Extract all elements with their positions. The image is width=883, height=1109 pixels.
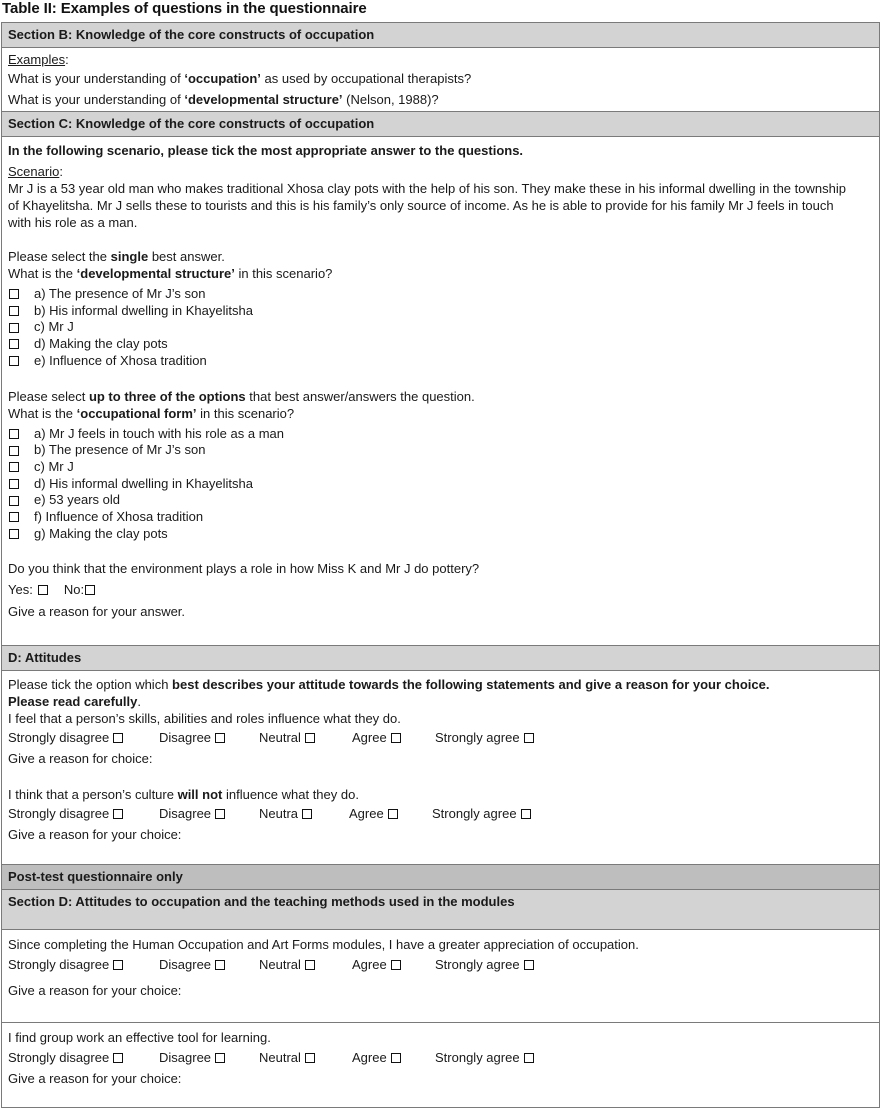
q1-options — [8, 286, 873, 370]
d-statement-2: I think that a person’s culture will not influence what they do. — [8, 787, 359, 802]
checkbox[interactable] — [113, 1053, 123, 1063]
scenario-label: Scenario: — [8, 164, 63, 179]
checkbox[interactable] — [9, 446, 19, 456]
strongly-disagree-option[interactable]: Strongly disagree — [8, 1047, 159, 1069]
checkbox[interactable] — [9, 512, 19, 522]
checkbox[interactable] — [113, 960, 123, 970]
checkbox[interactable] — [9, 323, 19, 333]
checkbox[interactable] — [305, 733, 315, 743]
strongly-agree-option[interactable]: Strongly agree — [435, 727, 534, 749]
checkbox[interactable] — [9, 479, 19, 489]
checkbox[interactable] — [524, 960, 534, 970]
checkbox[interactable] — [524, 733, 534, 743]
checkbox[interactable] — [388, 809, 398, 819]
q2-options — [8, 426, 873, 543]
table-title: Table II: Examples of questions in the questionnaire — [2, 0, 367, 17]
strongly-agree-option[interactable]: Strongly agree — [435, 954, 534, 976]
disagree-option[interactable]: Disagree — [159, 727, 259, 749]
q1-question: What is the ‘developmental structure’ in this scenario? — [8, 266, 333, 281]
d-statement-1: I feel that a person’s skills, abilities and roles influence what they do. — [8, 711, 401, 726]
no-option[interactable]: No: — [64, 579, 95, 601]
post-statement-1-scale — [8, 954, 873, 976]
examples-label: Examples: — [8, 52, 69, 67]
checkbox[interactable] — [38, 585, 48, 595]
post-statement-1: Since completing the Human Occupation and Art Forms modules, I have a greater appreciation of occupation. — [8, 937, 639, 952]
q3-question: Do you think that the environment plays a role in how Miss K and Mr J do pottery? — [8, 561, 480, 577]
neutral-option[interactable]: Neutra — [259, 803, 349, 825]
section-b-question-1: What is your understanding of ‘occupation’ as used by occupational therapists? — [8, 71, 472, 86]
q1-option-b[interactable]: b) His informal dwelling in Khayelitsha — [8, 303, 873, 320]
strongly-disagree-option[interactable]: Strongly disagree — [8, 954, 159, 976]
q2-option-e[interactable]: e) 53 years old — [8, 492, 873, 509]
disagree-option[interactable]: Disagree — [159, 1047, 259, 1069]
section-d-body — [2, 671, 879, 865]
post-test-section-header: Section D: Attitudes to occupation and the teaching methods used in the modules — [2, 890, 879, 930]
checkbox[interactable] — [9, 496, 19, 506]
q1-option-e[interactable]: e) Influence of Xhosa tradition — [8, 353, 873, 370]
checkbox[interactable] — [215, 733, 225, 743]
checkbox[interactable] — [391, 733, 401, 743]
q2-option-d[interactable]: d) His informal dwelling in Khayelitsha — [8, 476, 873, 493]
d-statement-1-scale — [8, 727, 873, 749]
strongly-agree-option[interactable]: Strongly agree — [435, 1047, 534, 1069]
checkbox[interactable] — [524, 1053, 534, 1063]
checkbox[interactable] — [9, 462, 19, 472]
neutral-option[interactable]: Neutral — [259, 727, 352, 749]
neutral-option[interactable]: Neutral — [259, 1047, 352, 1069]
checkbox[interactable] — [85, 585, 95, 595]
d-statement-2-scale — [8, 803, 873, 825]
strongly-disagree-option[interactable]: Strongly disagree — [8, 803, 159, 825]
disagree-option[interactable]: Disagree — [159, 954, 259, 976]
q2-option-g[interactable]: g) Making the clay pots — [8, 526, 873, 543]
strongly-agree-option[interactable]: Strongly agree — [432, 803, 531, 825]
checkbox[interactable] — [391, 1053, 401, 1063]
post-statement-2: I find group work an effective tool for learning. — [8, 1030, 271, 1045]
checkbox[interactable] — [9, 289, 19, 299]
section-b-body — [2, 48, 879, 112]
neutral-option[interactable]: Neutral — [259, 954, 352, 976]
q2-option-c[interactable]: c) Mr J — [8, 459, 873, 476]
checkbox[interactable] — [215, 1053, 225, 1063]
checkbox[interactable] — [215, 809, 225, 819]
questionnaire-table — [1, 22, 880, 1108]
q2-option-a[interactable]: a) Mr J feels in touch with his role as a man — [8, 426, 873, 443]
section-c-body — [2, 137, 879, 646]
checkbox[interactable] — [9, 356, 19, 366]
q2-option-f[interactable]: f) Influence of Xhosa tradition — [8, 509, 873, 526]
read-carefully: Please read carefully. — [8, 694, 141, 709]
yes-option[interactable]: Yes: — [8, 579, 48, 601]
disagree-option[interactable]: Disagree — [159, 803, 259, 825]
checkbox[interactable] — [9, 529, 19, 539]
section-b-question-2: What is your understanding of ‘developmental structure’ (Nelson, 1988)? — [8, 92, 439, 107]
section-d-header: D: Attitudes — [2, 646, 879, 671]
section-c-header: Section C: Knowledge of the core constructs of occupation — [2, 112, 879, 137]
checkbox[interactable] — [521, 809, 531, 819]
post-statement-2-scale — [8, 1047, 873, 1069]
post-statement-2-reason: Give a reason for your choice: — [8, 1071, 182, 1086]
q3-yes-no — [8, 579, 873, 601]
post-test-header: Post-test questionnaire only — [2, 865, 879, 890]
checkbox[interactable] — [113, 733, 123, 743]
d-statement-1-reason: Give a reason for choice: — [8, 751, 153, 766]
agree-option[interactable]: Agree — [352, 727, 435, 749]
post-statement-1-reason: Give a reason for your choice: — [8, 983, 182, 998]
post-test-statement-2-row — [2, 1023, 879, 1107]
agree-option[interactable]: Agree — [352, 954, 435, 976]
checkbox[interactable] — [9, 306, 19, 316]
section-b-header: Section B: Knowledge of the core constructs of occupation — [2, 23, 879, 48]
q2-instruction: Please select up to three of the options that best answer/answers the question. — [8, 388, 475, 404]
checkbox[interactable] — [9, 429, 19, 439]
section-d-instruction: Please tick the option which best describes your attitude towards the following statements and give a reason for your choice. — [8, 677, 770, 692]
q1-option-c[interactable]: c) Mr J — [8, 319, 873, 336]
checkbox[interactable] — [215, 960, 225, 970]
agree-option[interactable]: Agree — [352, 1047, 435, 1069]
q2-question: What is the ‘occupational form’ in this scenario? — [8, 405, 295, 421]
checkbox[interactable] — [113, 809, 123, 819]
scenario-text: Mr J is a 53 year old man who makes traditional Xhosa clay pots with the help of his son. They make these in his informal dwelling in the township of Khayelitsha. Mr J sells these to tourists and this is his family’s only source of income. As he is able to provide for his family Mr J feels in touch with his role as a man. — [8, 181, 846, 230]
checkbox[interactable] — [305, 960, 315, 970]
q2-option-b[interactable]: b) The presence of Mr J’s son — [8, 442, 873, 459]
agree-option[interactable]: Agree — [349, 803, 432, 825]
d-statement-2-reason: Give a reason for your choice: — [8, 827, 182, 842]
section-c-instruction: In the following scenario, please tick the most appropriate answer to the questions. — [8, 143, 524, 158]
strongly-disagree-option[interactable]: Strongly disagree — [8, 727, 159, 749]
checkbox[interactable] — [391, 960, 401, 970]
q1-option-a[interactable]: a) The presence of Mr J’s son — [8, 286, 873, 303]
post-test-statement-1-row — [2, 930, 879, 1023]
checkbox[interactable] — [305, 1053, 315, 1063]
checkbox[interactable] — [302, 809, 312, 819]
q1-instruction: Please select the single best answer. — [8, 249, 225, 264]
checkbox[interactable] — [9, 339, 19, 349]
q1-option-d[interactable]: d) Making the clay pots — [8, 336, 873, 353]
q3-reason: Give a reason for your answer. — [8, 604, 186, 620]
